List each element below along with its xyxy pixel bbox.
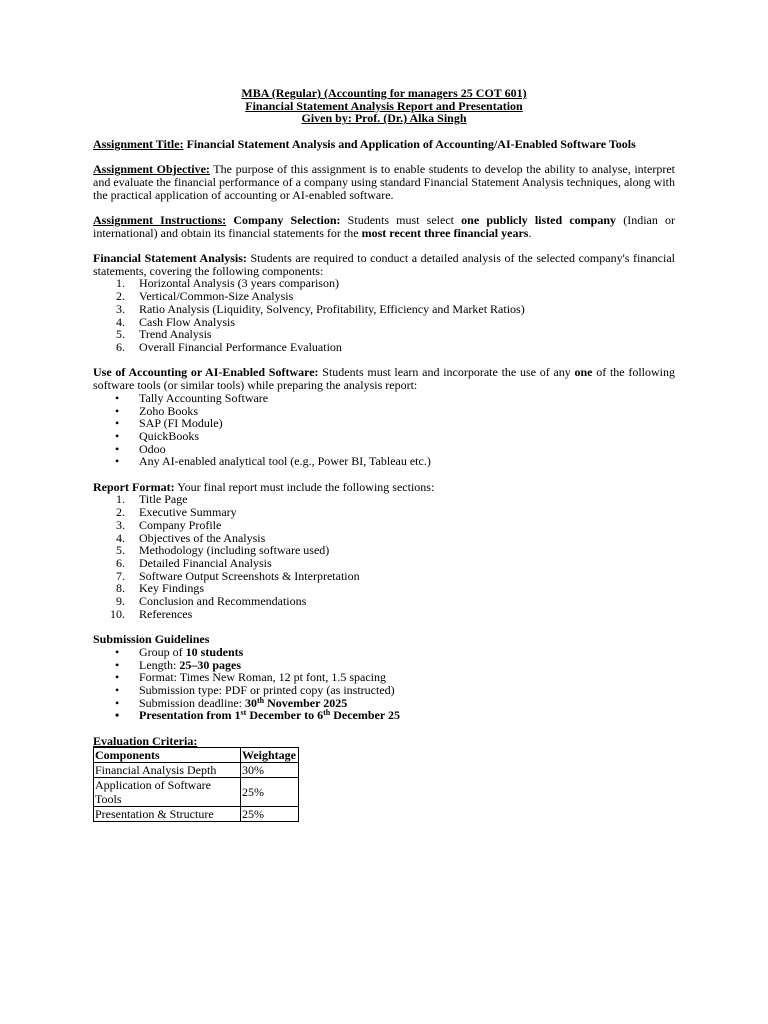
bullet-icon: • (115, 657, 120, 672)
list-number: 8. (116, 581, 125, 596)
list-number: 1. (116, 276, 125, 291)
deadline-month: November 2025 (264, 695, 348, 710)
given-by-line: Given by: Prof. (Dr.) Alka Singh (301, 111, 467, 126)
instructions-text-2: (Indian or international) and obtain its financial statements for the (93, 212, 676, 240)
report-title-line: Financial Statement Analysis Report and Presentation (245, 98, 523, 113)
table-cell: 25% (241, 807, 299, 822)
list-item (93, 608, 675, 621)
instructions-bold-2: most recent three financial years (361, 225, 529, 240)
bullet-icon: • (115, 644, 120, 659)
table-row (94, 763, 299, 778)
table-header-row (94, 748, 299, 763)
format-text: Format: Times New Roman, 12 pt font, 1.5 spacing (139, 670, 386, 685)
bullet-icon: • (115, 416, 120, 431)
list-number: 6. (116, 555, 125, 570)
list-number: 6. (116, 340, 125, 354)
list-item (93, 455, 675, 468)
presentation-end: December 25 (330, 708, 400, 723)
list-text: Odoo (139, 441, 166, 456)
table-row (94, 778, 299, 807)
list-text: Key Findings (139, 581, 205, 596)
objective-label: Assignment Objective: (93, 162, 210, 177)
bullet-icon: • (115, 403, 120, 418)
length-bold: 25–30 pages (179, 657, 241, 672)
list-item (93, 709, 675, 722)
objective-text: The purpose of this assignment is to enable students to develop the ability to analyse, interpret and evaluate the financial performance of a company using standard Financial Statement Analysis techniques, along with the practical application of accounting or AI-enabled software. (93, 162, 675, 202)
table-cell: 25% (241, 778, 299, 807)
deadline-day: 30 (245, 695, 257, 710)
evaluation-table (93, 747, 299, 822)
software-text-2: of the following software tools (or similar tools) while preparing the analysis report: (93, 365, 675, 393)
bullet-icon: • (115, 708, 120, 723)
bullet-icon: • (115, 454, 120, 469)
presentation-start: Presentation from 1 (139, 708, 241, 723)
list-number: 4. (116, 314, 125, 329)
list-number: 4. (116, 530, 125, 545)
report-format-list (93, 493, 675, 620)
list-number: 2. (116, 289, 125, 304)
document-content (93, 87, 675, 822)
software-text-1: Students must learn and incorporate the use of any (318, 365, 575, 380)
submission-list (93, 646, 675, 722)
table-row (94, 807, 299, 822)
software-paragraph (93, 366, 675, 391)
bullet-icon: • (115, 428, 120, 443)
list-text: Objectives of the Analysis (139, 530, 266, 545)
list-text: Ratio Analysis (Liquidity, Solvency, Profitability, Efficiency and Market Ratios) (139, 301, 525, 316)
assignment-objective (93, 163, 675, 201)
deadline-text: Submission deadline: (139, 695, 245, 710)
presentation-suffix-2: th (323, 708, 331, 718)
list-number: 9. (116, 594, 125, 609)
document-header (93, 87, 675, 125)
course-line: MBA (Regular) (Accounting for managers 25 COT 601) (241, 86, 527, 100)
evaluation-criteria-heading: Evaluation Criteria: (93, 733, 198, 748)
list-text: Zoho Books (139, 403, 199, 418)
list-text: Trend Analysis (139, 327, 212, 342)
software-label: Use of Accounting or AI-Enabled Software: (93, 365, 319, 380)
presentation-suffix-1: st (240, 708, 247, 718)
list-text: Detailed Financial Analysis (139, 555, 272, 570)
length-text: Length: (139, 657, 180, 672)
list-text: Cash Flow Analysis (139, 314, 236, 329)
assignment-instructions (93, 214, 675, 239)
deadline-suffix: th (257, 695, 265, 705)
software-bold: one (574, 365, 593, 380)
assignment-title-label: Assignment Title: (93, 136, 184, 151)
list-text: Overall Financial Performance Evaluation (139, 340, 342, 354)
bullet-icon: • (115, 390, 120, 405)
presentation-middle: December to 6 (246, 708, 324, 723)
instructions-text-3: . (528, 225, 532, 240)
list-text: Conclusion and Recommendations (139, 594, 307, 609)
type-text: Submission type: PDF or printed copy (as instructed) (139, 682, 395, 697)
list-text: References (139, 606, 193, 621)
table-cell: 30% (241, 763, 299, 778)
list-text: Any AI-enabled analytical tool (e.g., Power BI, Tableau etc.) (139, 454, 431, 469)
bullet-icon: • (115, 695, 120, 710)
group-text: Group of (139, 644, 186, 659)
assignment-title (93, 138, 675, 151)
list-item (93, 430, 675, 443)
list-number: 3. (116, 301, 125, 316)
table-cell: Financial Analysis Depth (94, 763, 241, 778)
list-number: 1. (116, 492, 125, 507)
table-cell: Presentation & Structure (94, 807, 241, 822)
fsa-paragraph (93, 252, 675, 277)
bullet-icon: • (115, 441, 120, 456)
submission-guidelines-heading: Submission Guidelines (93, 632, 210, 647)
table-cell: Application of Software Tools (94, 778, 241, 807)
list-text: Tally Accounting Software (139, 390, 269, 405)
list-number: 7. (116, 568, 125, 583)
list-text: QuickBooks (139, 428, 199, 443)
instructions-label: Assignment Instructions: (93, 212, 227, 227)
list-number: 3. (116, 517, 125, 532)
instructions-bold-1: one publicly listed company (461, 212, 617, 227)
table-header-cell: Weightage (241, 748, 299, 763)
fsa-list (93, 277, 675, 353)
list-number: 5. (116, 543, 125, 558)
list-text: Company Profile (139, 517, 222, 532)
group-bold: 10 students (185, 644, 244, 659)
list-text: Horizontal Analysis (3 years comparison) (139, 276, 339, 291)
list-number: 2. (116, 505, 125, 520)
list-text: Title Page (139, 492, 188, 507)
fsa-label: Financial Statement Analysis: (93, 251, 247, 266)
assignment-title-text: Financial Statement Analysis and Application of Accounting/AI-Enabled Software Tools (183, 136, 636, 151)
company-selection-label: Company Selection: (226, 212, 341, 227)
software-list (93, 392, 675, 468)
instructions-text-1: Students must select (340, 212, 462, 227)
report-format-text: Your final report must include the following sections: (174, 479, 435, 494)
list-number: 10. (110, 606, 125, 621)
bullet-icon: • (115, 682, 120, 697)
list-text: Executive Summary (139, 505, 237, 520)
list-text: Software Output Screenshots & Interpretation (139, 568, 360, 583)
list-text: SAP (FI Module) (139, 416, 223, 431)
list-number: 5. (116, 327, 125, 342)
list-item (93, 341, 675, 354)
fsa-text: Students are required to conduct a detailed analysis of the selected company's financial statements, covering the following components: (93, 251, 675, 278)
list-text: Methodology (including software used) (139, 543, 330, 558)
table-header-cell: Components (94, 748, 241, 763)
bullet-icon: • (115, 670, 120, 685)
report-format-label: Report Format: (93, 479, 175, 494)
list-text: Vertical/Common-Size Analysis (139, 289, 294, 304)
